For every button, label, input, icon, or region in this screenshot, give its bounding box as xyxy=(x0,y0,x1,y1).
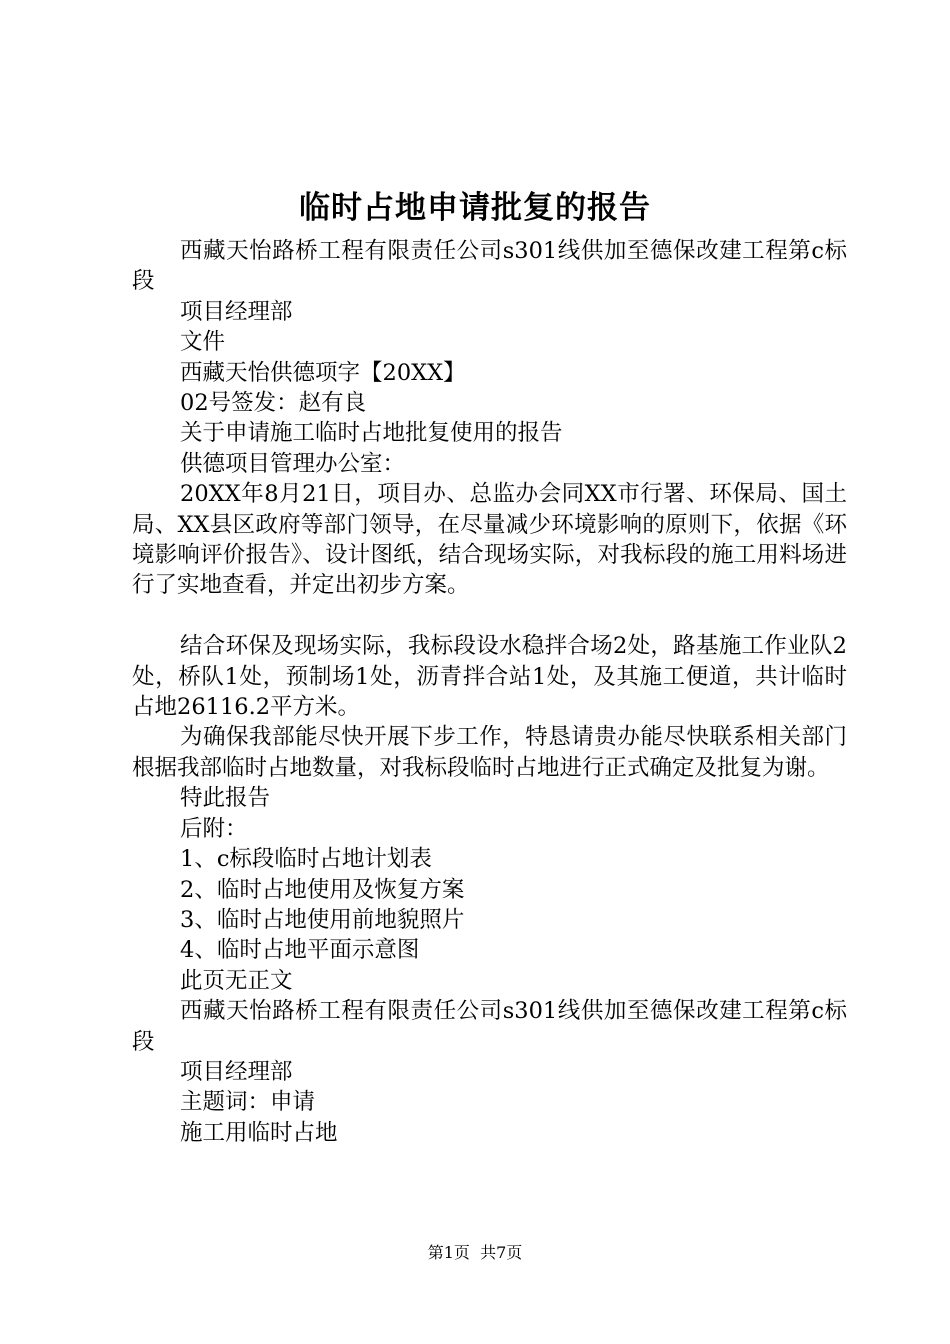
paragraph-subject: 关于申请施工临时占地批复使用的报告 xyxy=(180,420,563,447)
paragraph-land-usage: 结合环保及现场实际，我标段设水稳拌合场2处，路基施工作业队2处，桥队1处，预制场1处，沥青拌合站1处，及其施工便道，共计临时占地26116.2平方米。 xyxy=(132,633,847,721)
paragraph-background: 20XX年8月21日，项目办、总监办会同XX市行署、环保局、国土局、XX县区政府等部门领导，在尽量减少环境影响的原则下，依据《环境影响评价报告》、设计图纸，结合现场实际，对我标段的施工用料场进行了实地查看，并定出初步方案。 xyxy=(132,481,847,599)
document-title: 临时占地申请批复的报告 xyxy=(299,190,651,226)
paragraph-department: 项目经理部 xyxy=(180,298,293,325)
attachment-item: 3、临时占地使用前地貌照片 xyxy=(180,906,465,933)
paragraph-company-signature: 西藏天怡路桥工程有限责任公司s301线供加至德保改建工程第c标段 xyxy=(132,998,847,1055)
attachment-item: 2、临时占地使用及恢复方案 xyxy=(180,876,465,903)
paragraph-keywords-continued: 施工用临时占地 xyxy=(180,1119,338,1146)
paragraph-doc-type: 文件 xyxy=(180,329,226,356)
paragraph-doc-number: 西藏天怡供德项字【20XX】 xyxy=(180,359,466,386)
paragraph-no-body-note: 此页无正文 xyxy=(180,967,293,994)
footer-separator xyxy=(470,1243,480,1262)
paragraph-request: 为确保我部能尽快开展下步工作，特恳请贵办能尽快联系相关部门根据我部临时占地数量，对我标段临时占地进行正式确定及批复为谢。 xyxy=(132,724,847,781)
paragraph-issuer: 02号签发：赵有良 xyxy=(180,390,367,417)
paragraph-recipient: 供德项目管理办公室： xyxy=(180,450,406,477)
attachment-item: 4、临时占地平面示意图 xyxy=(180,937,420,964)
paragraph-keywords: 主题词：申请 xyxy=(180,1089,316,1116)
page-footer xyxy=(0,1241,950,1265)
page-number-total: 共7页 xyxy=(480,1243,523,1262)
attachment-item: 1、c标段临时占地计划表 xyxy=(180,846,432,873)
paragraph-company-header: 西藏天怡路桥工程有限责任公司s301线供加至德保改建工程第c标段 xyxy=(132,238,847,295)
document-body xyxy=(132,236,847,1148)
page-number-current: 第1页 xyxy=(427,1243,470,1262)
paragraph-closing: 特此报告 xyxy=(180,785,271,812)
paragraph-department-signature: 项目经理部 xyxy=(180,1058,293,1085)
paragraph-attachments-label: 后附： xyxy=(180,815,248,842)
paragraph-spacer xyxy=(132,601,847,631)
